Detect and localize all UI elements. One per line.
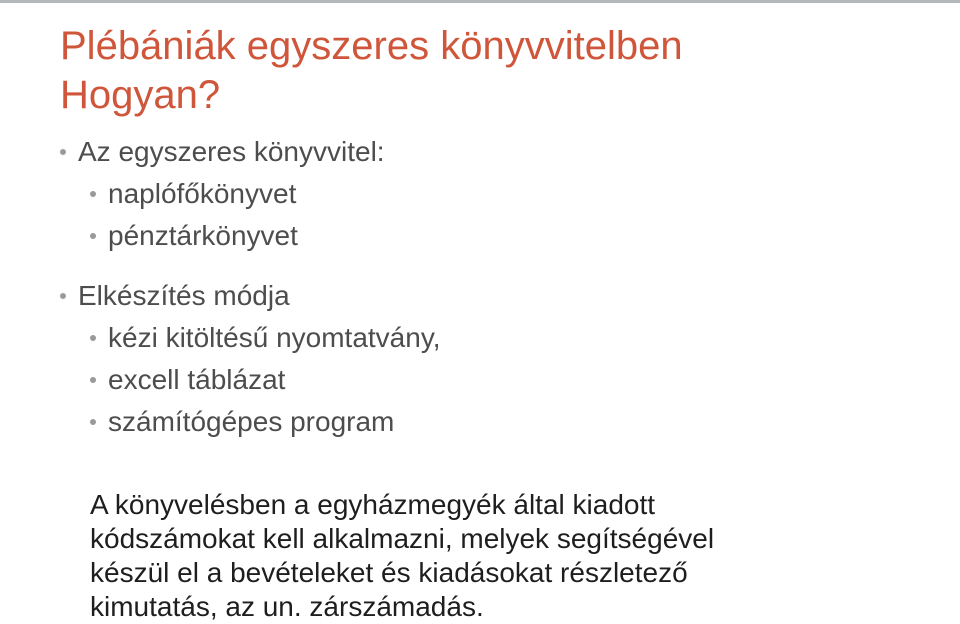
bullet-text: naplófőkönyvet	[108, 178, 297, 209]
bullet-section-1-heading	[60, 136, 385, 168]
title-line-1: Plébániák egyszeres könyvvitelben	[60, 24, 683, 68]
slide-title	[60, 22, 940, 120]
bullet-text: excell táblázat	[108, 364, 286, 395]
bullet-dot-icon	[90, 233, 96, 239]
bullet-dot-icon	[90, 419, 96, 425]
bullet-dot-icon	[60, 293, 66, 299]
bullet-text: kézi kitöltésű nyomtatvány,	[108, 322, 441, 353]
bullet-dot-icon	[90, 191, 96, 197]
bullet-dot-icon	[60, 149, 66, 155]
bullet-section-1-item-2	[90, 220, 298, 252]
body-paragraph	[90, 488, 950, 624]
top-rule	[0, 0, 960, 3]
bullet-text: Az egyszeres könyvvitel:	[78, 136, 385, 167]
paragraph-line-4: kimutatás, az un. zárszámadás.	[90, 591, 484, 622]
bullet-text: Elkészítés módja	[78, 280, 290, 311]
title-line-2: Hogyan?	[60, 73, 221, 117]
paragraph-line-2: kódszámokat kell alkalmazni, melyek segítségével	[90, 523, 715, 554]
bullet-text: számítógépes program	[108, 406, 395, 437]
paragraph-line-1: A könyvelésben a egyházmegyék által kiadott	[90, 489, 656, 520]
bullet-dot-icon	[90, 377, 96, 383]
paragraph-line-3: készül el a bevételeket és kiadásokat részletező	[90, 557, 688, 588]
bullet-section-1-item-1	[90, 178, 296, 210]
bullet-text: pénztárkönyvet	[108, 220, 298, 251]
bullet-section-2-heading	[60, 280, 290, 312]
bullet-section-2-item-3	[90, 406, 394, 438]
bullet-section-2-item-2	[90, 364, 285, 396]
bullet-section-2-item-1	[90, 322, 441, 354]
bullet-dot-icon	[90, 335, 96, 341]
